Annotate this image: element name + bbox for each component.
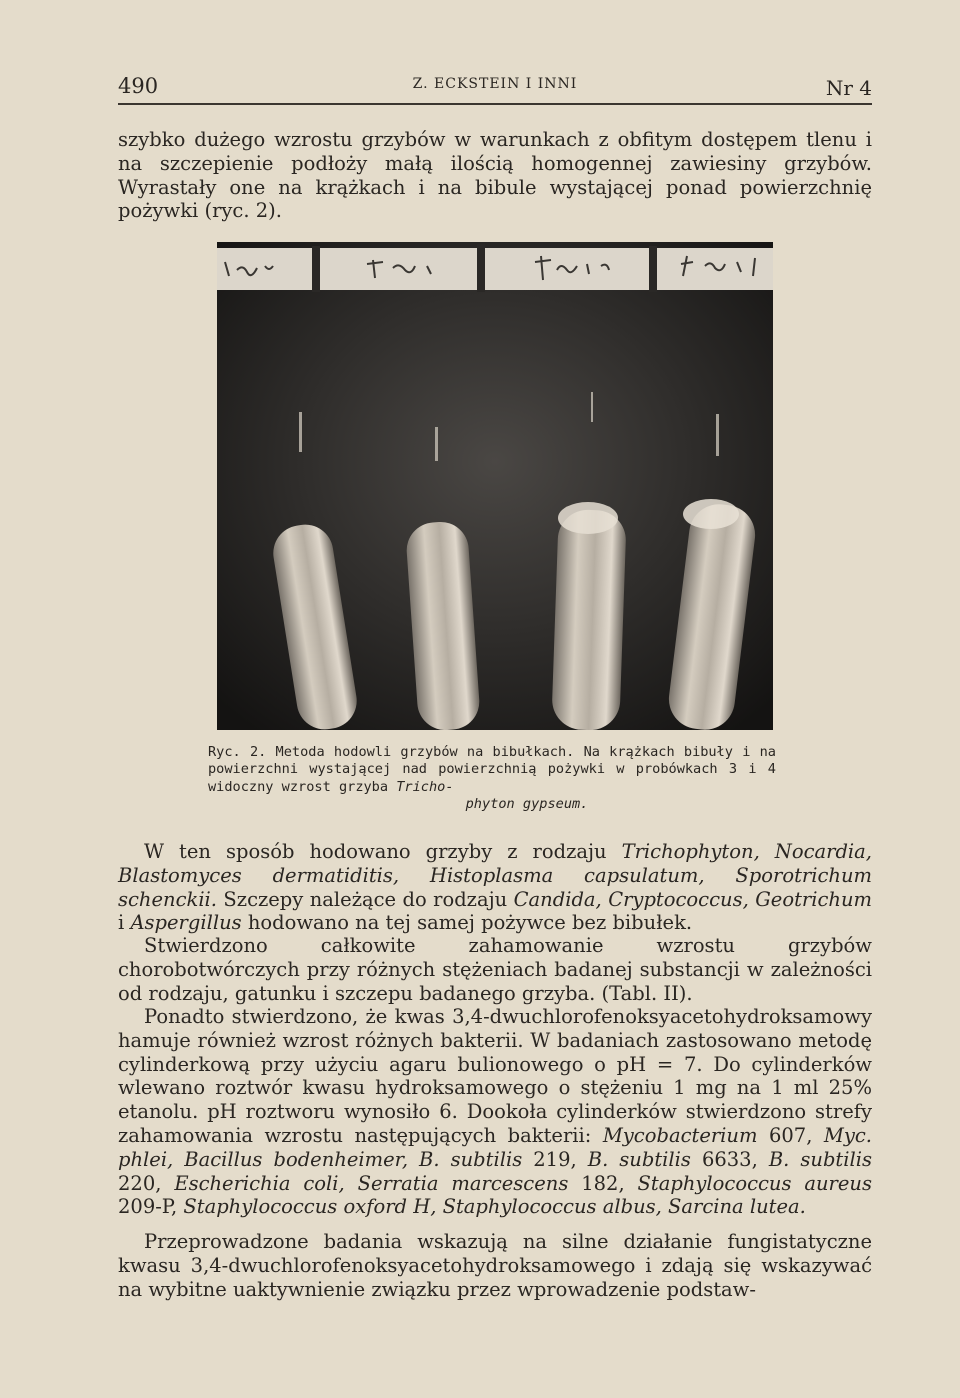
text-run: 219,: [522, 1147, 588, 1171]
species-run: Escherichia coli, Serratia marcescens: [174, 1171, 569, 1195]
text-run: i: [118, 911, 131, 935]
caption-main: Ryc. 2. Metoda hodowli grzybów na bibułkach. Na krążkach bibuły i na powierzchni wystającej nad powierzchnią pożywki w probówkach 3 i 4 widoczny wzrost grzyba: [208, 744, 776, 795]
species-run: Staphylococcus aureus: [637, 1171, 872, 1195]
species-run: Mycobacterium: [602, 1123, 758, 1147]
species-run: Aspergillus: [130, 911, 242, 935]
header-rule: [118, 103, 872, 105]
issue-number: Nr 4: [825, 76, 872, 100]
paragraph-inhibition: Stwierdzono całkowite zahamowanie wzrostu grzybów chorobotwórczych przy różnych stężeniach badanej substancji w zależności od rodzaju, gatunku i szczepu badanego grzyba. (Tabl. II).: [118, 934, 872, 1005]
page-header: [118, 72, 872, 102]
text-run: W ten sposób hodowano grzyby z rodzaju: [144, 840, 622, 863]
text-run: 182,: [568, 1171, 638, 1195]
paragraph-conclusion: Przeprowadzone badania wskazują na silne działanie fungistatyczne kwasu 3,4-dwuchlorofenoksyacetohydroksamowego i zdają się wskazywać na wybitne uaktywnienie związku przez wprowadzenie podstaw-: [118, 1230, 872, 1301]
running-head: Z. ECKSTEIN I INNI: [412, 76, 578, 92]
caption-species-cont: phyton gypseum.: [465, 796, 589, 813]
text-run: 220,: [118, 1171, 175, 1195]
text-run: Szczepy należące do rodzaju: [217, 887, 514, 911]
intro-paragraph: szybko dużego wzrostu grzybów w warunkach z obfitym dostępem tlenu i na szczepienie podłoży małą ilością homogennej zawiesiny grzybów. Wyrastały one na krążkach i na bibule wystającej ponad powierzchnię pożywki (ryc. 2).: [118, 128, 872, 223]
figure-photo: [217, 242, 773, 730]
paragraph-fungi-genera: [118, 840, 872, 935]
species-run: Staphylococcus oxford H, Staphylococcus albus, Sarcina lutea.: [183, 1195, 806, 1219]
test-tube-3: [551, 502, 627, 730]
species-run: Trichophyton, Nocardia, Blastomyces dermatiditis, Histoplasma capsulatum, Sporotrichum schenckii.: [118, 840, 872, 911]
paragraph-bacteria: [118, 1005, 872, 1219]
text-run: hodowano na tej samej pożywce bez bibułek.: [241, 911, 693, 935]
figure-caption: [208, 744, 776, 814]
species-run: Candida, Cryptococcus, Geotrichum: [513, 887, 872, 911]
species-run: B. subtilis: [768, 1147, 872, 1171]
page-number: 490: [118, 74, 159, 98]
text-run: 6633,: [690, 1147, 769, 1171]
text-run: 607,: [757, 1123, 824, 1147]
species-run: Myc. phlei, Bacillus bodenheimer, B. subtilis: [118, 1123, 872, 1171]
caption-species: Tricho-: [396, 778, 454, 795]
text-run: Ponadto stwierdzono, że kwas 3,4-dwuchlorofenoksyacetohydroksamowy hamuje również wzrost różnych bakterii. W badaniach zastosowano metodę cylinderkową przy użyciu agaru bulionowego o pH = 7. Do cylinderków wlewano roztwór kwasu hydroksamowego o stężeniu 1 mg na 1 ml 25% etanolu. pH roztworu wynosiło 6. Dookoła cylinderków stwierdzono strefy zahamowania wzrostu następujących bakterii:: [118, 1005, 872, 1147]
text-run: 209-P,: [118, 1195, 184, 1219]
species-run: B. subtilis: [587, 1147, 691, 1171]
